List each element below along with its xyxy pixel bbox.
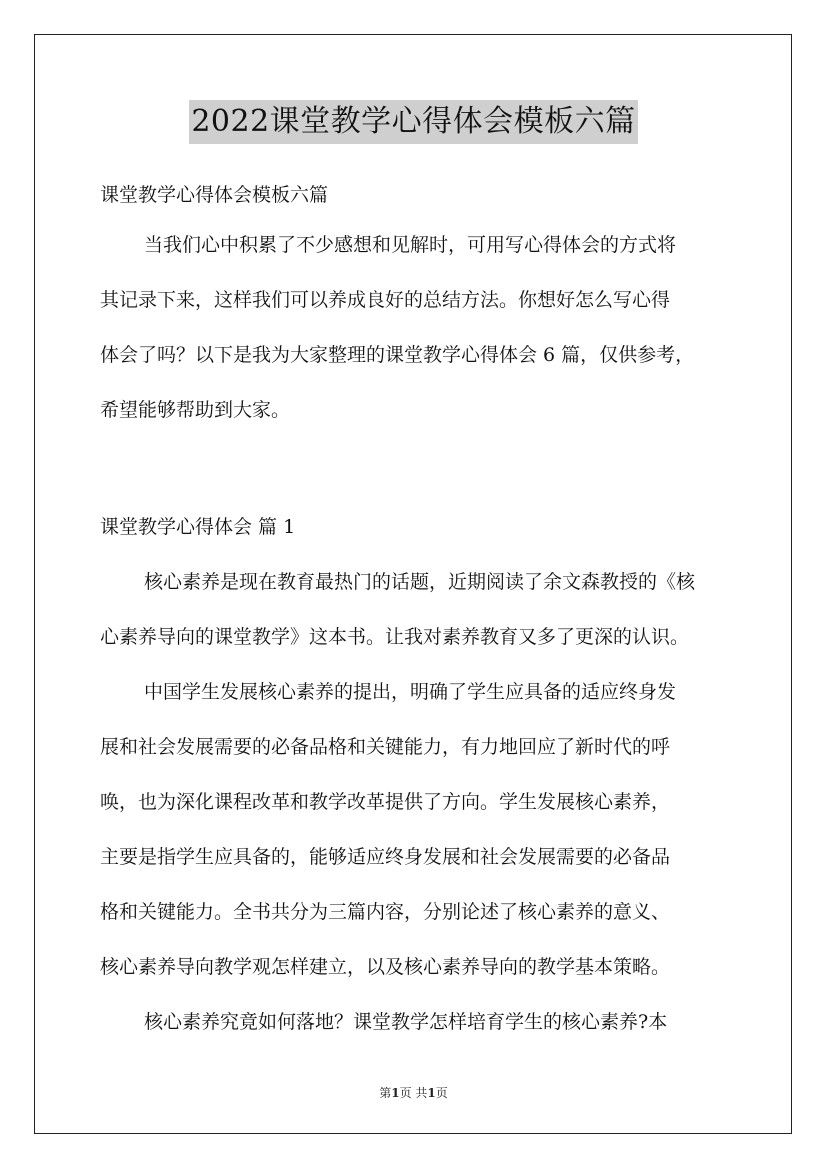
section-heading: 课堂教学心得体会 篇 1 xyxy=(100,516,296,538)
paragraph-line: 核心素养导向教学观怎样建立，以及核心素养导向的教学基本策略。 xyxy=(100,956,671,978)
footer-suffix: 页 xyxy=(435,1086,448,1100)
paragraph-line: 中国学生发展核心素养的提出，明确了学生应具备的适应终身发 xyxy=(144,681,677,703)
title-wrap xyxy=(0,100,827,144)
document-title: 2022课堂教学心得体会模板六篇 xyxy=(189,100,637,144)
footer-total-pages: 1 xyxy=(427,1086,436,1100)
intro-line: 当我们心中积累了不少感想和见解时，可用写心得体会的方式将 xyxy=(144,234,677,256)
paragraph-line: 格和关键能力。全书共分为三篇内容，分别论述了核心素养的意义、 xyxy=(100,901,671,923)
page-footer xyxy=(0,1084,827,1101)
paragraph-line: 核心素养究竟如何落地？课堂教学怎样培育学生的核心素养?本 xyxy=(144,1011,668,1033)
intro-line: 其记录下来，这样我们可以养成良好的总结方法。你想好怎么写心得 xyxy=(100,289,671,311)
intro-line: 体会了吗？以下是我为大家整理的课堂教学心得体会 6 篇，仅供参考， xyxy=(100,344,695,366)
paragraph-line: 核心素养是现在教育最热门的话题，近期阅读了余文森教授的《核 xyxy=(144,571,696,593)
section-gap xyxy=(100,440,750,502)
intro-line: 希望能够帮助到大家。 xyxy=(100,399,291,421)
document-body xyxy=(100,170,750,1052)
footer-mid: 页 共 xyxy=(399,1086,428,1100)
paragraph-line: 心素养导向的课堂教学》这本书。让我对素养教育又多了更深的认识。 xyxy=(100,626,690,648)
intro-subtitle: 课堂教学心得体会模板六篇 xyxy=(100,184,329,206)
paragraph-line: 展和社会发展需要的必备品格和关键能力，有力地回应了新时代的呼 xyxy=(100,736,671,758)
footer-current-page: 1 xyxy=(391,1086,400,1100)
paragraph-line: 唤，也为深化课程改革和教学改革提供了方向。学生发展核心素养， xyxy=(100,791,671,813)
footer-prefix: 第 xyxy=(379,1086,392,1100)
paragraph-line: 主要是指学生应具备的，能够适应终身发展和社会发展需要的必备品 xyxy=(100,846,671,868)
